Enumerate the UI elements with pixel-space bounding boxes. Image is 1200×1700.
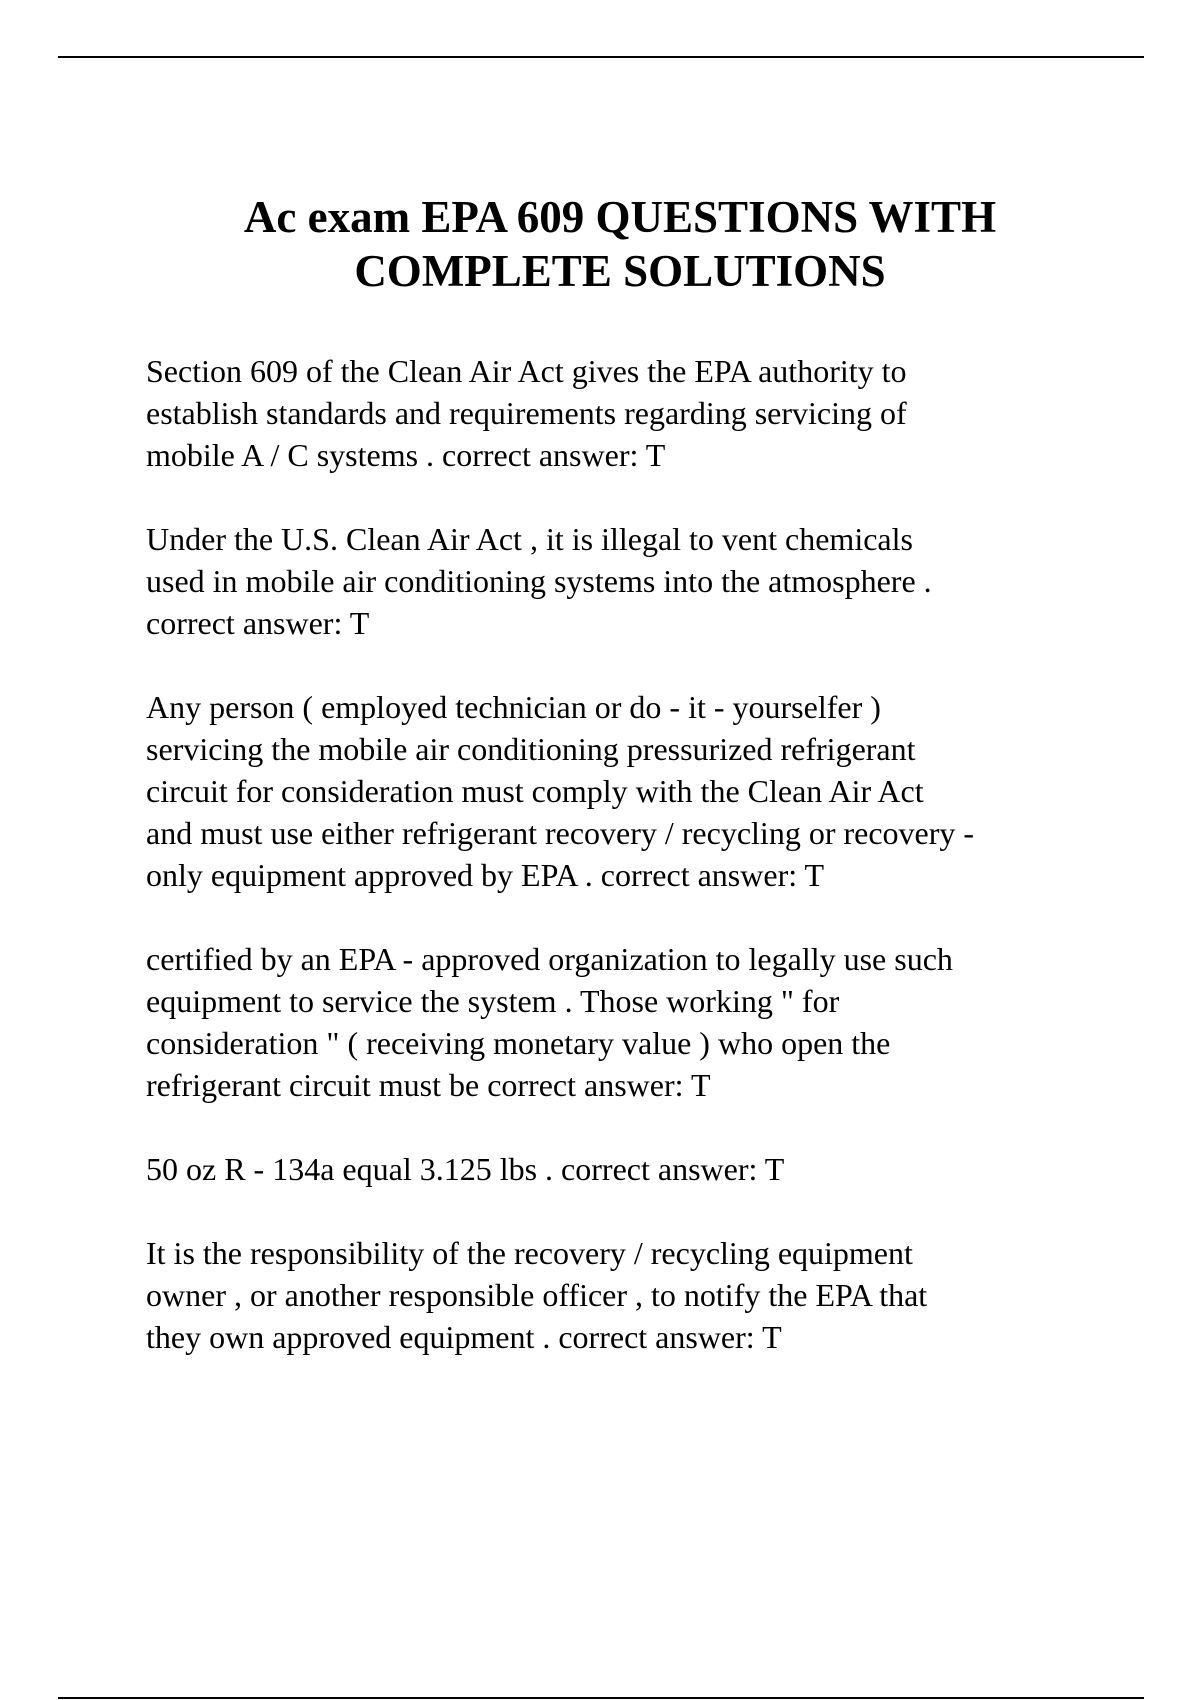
question-line: equipment to service the system . Those working " for — [146, 983, 840, 1019]
question-line: 50 oz R - 134a equal 3.125 lbs . correct answer: T — [146, 1151, 785, 1187]
question-line: establish standards and requirements regarding servicing of — [146, 395, 907, 431]
question-line: Under the U.S. Clean Air Act , it is illegal to vent chemicals — [146, 521, 913, 557]
question-line: servicing the mobile air conditioning pressurized refrigerant — [146, 731, 916, 767]
question-line: certified by an EPA - approved organization to legally use such — [146, 941, 953, 977]
top-rule — [58, 56, 1144, 58]
question-line: consideration " ( receiving monetary value ) who open the — [146, 1025, 891, 1061]
question-line: used in mobile air conditioning systems into the atmosphere . — [146, 563, 932, 599]
question-line: mobile A / C systems . correct answer: T — [146, 437, 666, 473]
question-item-4 — [146, 938, 1146, 1106]
question-line: circuit for consideration must comply with the Clean Air Act — [146, 773, 924, 809]
question-item-5 — [146, 1148, 1146, 1190]
question-line: Any person ( employed technician or do - it - yourselfer ) — [146, 689, 881, 725]
title-line-2: COMPLETE SOLUTIONS — [354, 246, 886, 296]
question-line: only equipment approved by EPA . correct answer: T — [146, 857, 825, 893]
question-line: they own approved equipment . correct answer: T — [146, 1319, 782, 1355]
question-item-2 — [146, 518, 1146, 644]
question-line: Section 609 of the Clean Air Act gives the EPA authority to — [146, 353, 907, 389]
title-line-1: Ac exam EPA 609 QUESTIONS WITH — [243, 192, 997, 242]
question-item-3 — [146, 686, 1146, 896]
question-line: It is the responsibility of the recovery / recycling equipment — [146, 1235, 913, 1271]
question-line: and must use either refrigerant recovery / recycling or recovery - — [146, 815, 975, 851]
question-line: owner , or another responsible officer , to notify the EPA that — [146, 1277, 928, 1313]
question-list — [146, 350, 1146, 1400]
question-line: refrigerant circuit must be correct answer: T — [146, 1067, 711, 1103]
question-line: correct answer: T — [146, 605, 370, 641]
question-item-6 — [146, 1232, 1146, 1358]
question-item-1 — [146, 350, 1146, 476]
bottom-rule — [58, 1697, 1144, 1699]
page-title — [150, 190, 1090, 298]
